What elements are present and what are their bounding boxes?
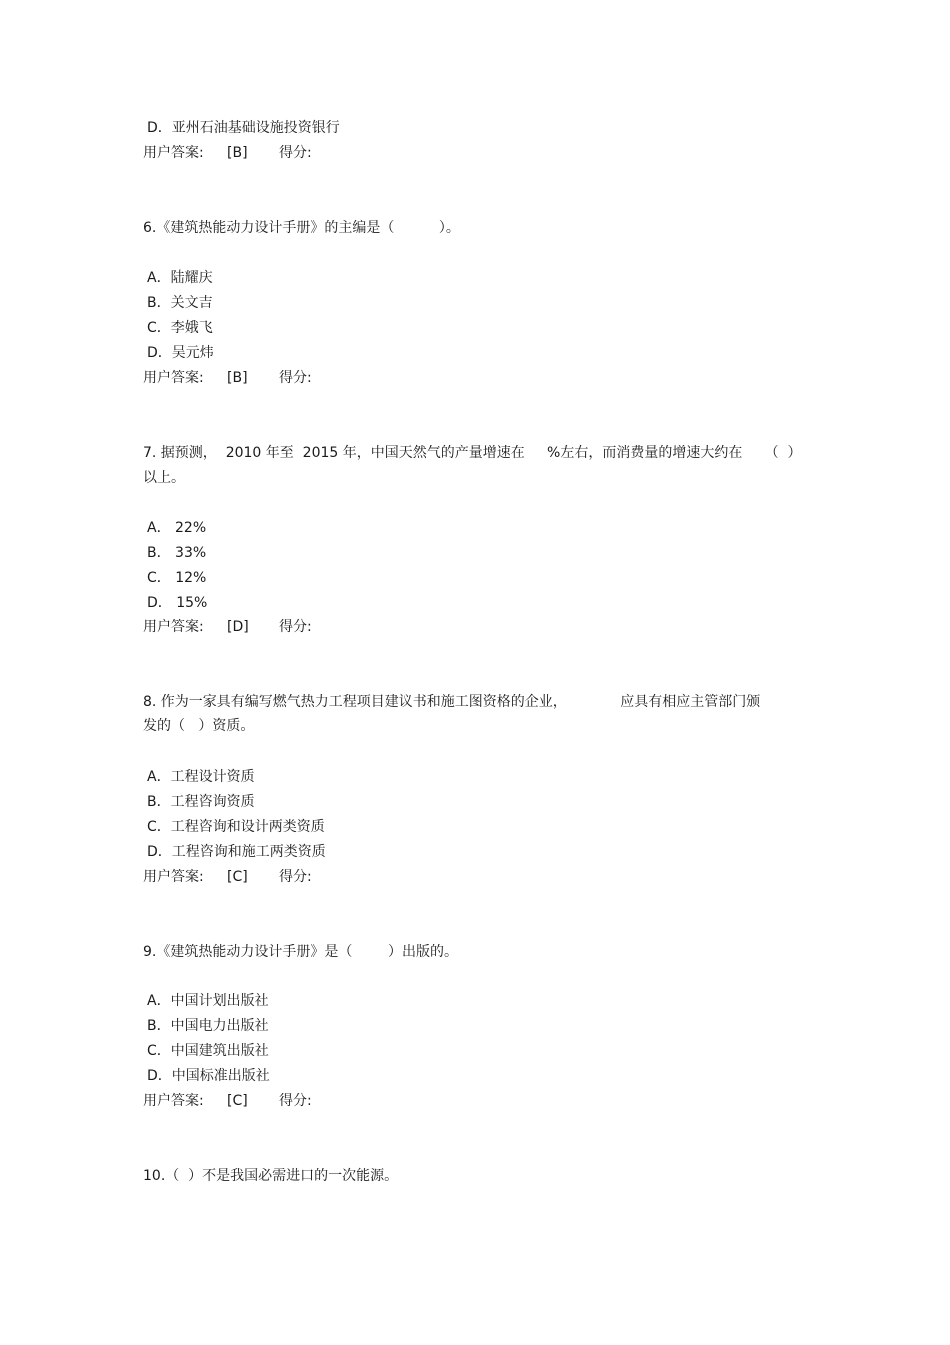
answer-label: 用户答案: bbox=[143, 1093, 204, 1109]
option-a: A． 22% bbox=[147, 520, 207, 536]
option-c: C．工程咨询和设计两类资质 bbox=[147, 819, 325, 835]
question-7-stem-line-2: 以上。 bbox=[143, 470, 185, 486]
option-c: C．李娥飞 bbox=[147, 320, 213, 336]
user-answer-row bbox=[143, 1091, 312, 1171]
answer-value: [C] bbox=[227, 1093, 248, 1109]
option-d: D．中国标准出版社 bbox=[147, 1068, 270, 1084]
option-b: B．中国电力出版社 bbox=[147, 1018, 269, 1034]
option-d: D． 15% bbox=[147, 595, 208, 611]
question-9-stem: 9.《建筑热能动力设计手册》是（ ）出版的。 bbox=[143, 944, 458, 960]
option-c: C．中国建筑出版社 bbox=[147, 1043, 269, 1059]
answer-value: [C] bbox=[227, 869, 248, 885]
option-a: A．陆耀庆 bbox=[147, 270, 213, 286]
user-answer-row bbox=[143, 143, 312, 223]
option-d: D．吴元炜 bbox=[147, 345, 214, 361]
option-b: B．关文吉 bbox=[147, 295, 213, 311]
score-label: 得分: bbox=[279, 869, 312, 885]
option-a: A．工程设计资质 bbox=[147, 769, 255, 785]
user-answer-row bbox=[143, 368, 312, 448]
answer-label: 用户答案: bbox=[143, 145, 204, 161]
answer-label: 用户答案: bbox=[143, 619, 204, 635]
answer-label: 用户答案: bbox=[143, 370, 204, 386]
question-8-stem-line-2: 发的（ ）资质。 bbox=[143, 718, 255, 734]
question-10-stem: 10.（ ）不是我国必需进口的一次能源。 bbox=[143, 1168, 399, 1184]
question-6-stem: 6.《建筑热能动力设计手册》的主编是（ ）。 bbox=[143, 220, 460, 236]
score-label: 得分: bbox=[279, 1093, 312, 1109]
question-8-stem-line-1: 8. 作为一家具有编写燃气热力工程项目建议书和施工图资格的企业， 应具有相应主管部门颁 bbox=[143, 694, 761, 710]
score-label: 得分: bbox=[279, 145, 312, 161]
option-a: A．中国计划出版社 bbox=[147, 993, 269, 1009]
score-label: 得分: bbox=[279, 619, 312, 635]
option-b: B．工程咨询资质 bbox=[147, 794, 255, 810]
option-d: D．亚州石油基础设施投资银行 bbox=[147, 120, 340, 136]
user-answer-row bbox=[143, 867, 312, 947]
question-7-stem-line-1: 7. 据预测， 2010 年至 2015 年，中国天然气的产量增速在 %左右，而消费量的增速大约在 （ ） bbox=[143, 445, 802, 461]
option-c: C． 12% bbox=[147, 570, 207, 586]
answer-label: 用户答案: bbox=[143, 869, 204, 885]
option-b: B． 33% bbox=[147, 545, 207, 561]
answer-value: [B] bbox=[227, 370, 248, 386]
user-answer-row bbox=[143, 617, 312, 697]
score-label: 得分: bbox=[279, 370, 312, 386]
answer-value: [B] bbox=[227, 145, 248, 161]
answer-value: [D] bbox=[227, 619, 249, 635]
option-d: D．工程咨询和施工两类资质 bbox=[147, 844, 326, 860]
